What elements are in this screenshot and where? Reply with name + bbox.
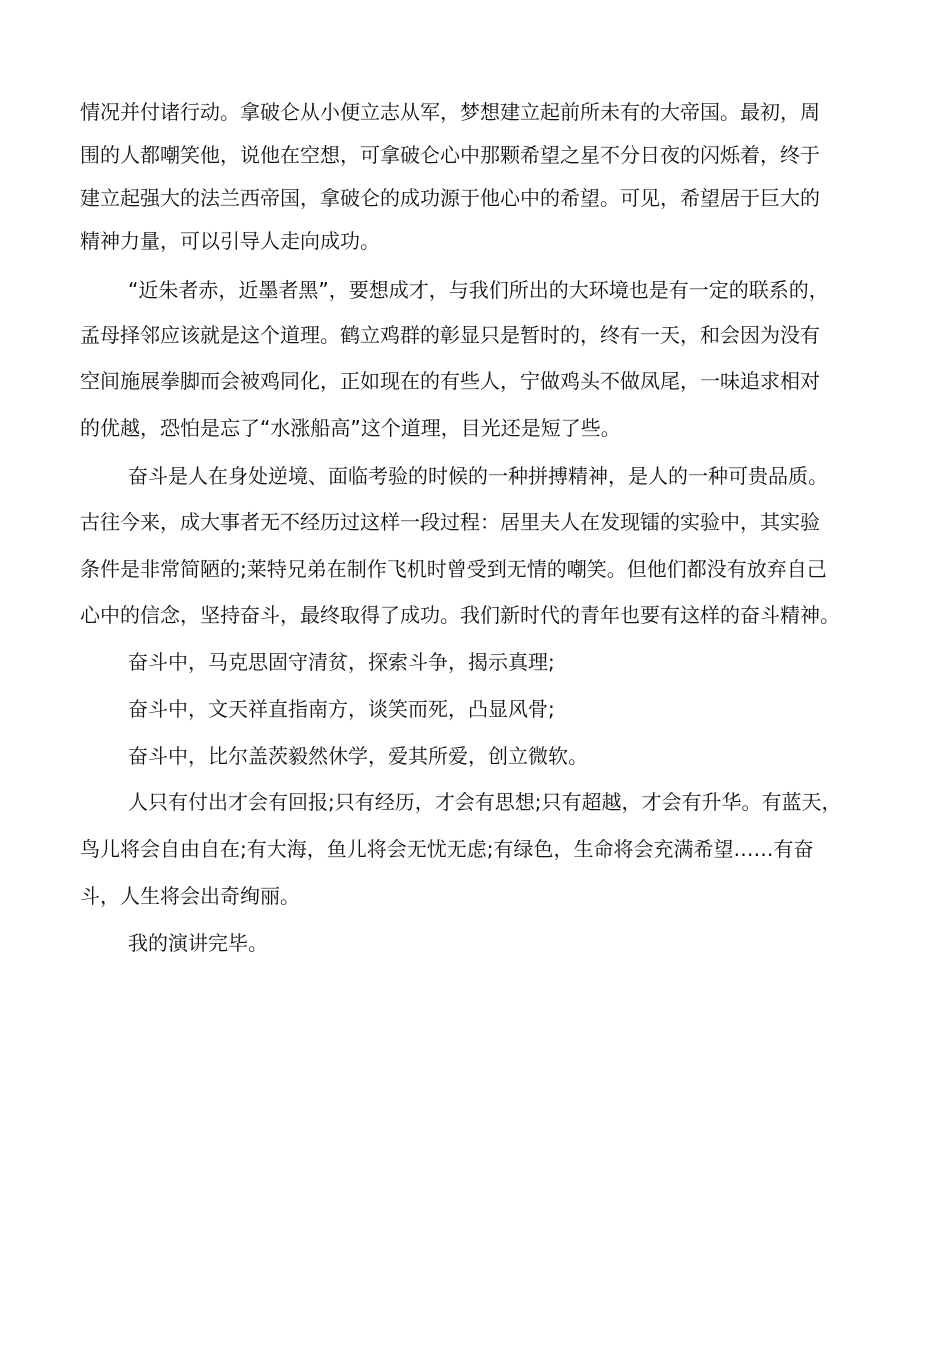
text-line: 孟母择邻应该就是这个道理。鹤立鸡群的彰显只是暂时的，终有一天，和会因为没有 xyxy=(80,323,820,347)
text-line: 奋斗中，比尔盖茨毅然休学，爱其所爱，创立微软。 xyxy=(128,744,588,768)
text-line: 精神力量，可以引导人走向成功。 xyxy=(80,229,380,253)
text-line: 奋斗中，马克思固守清贫，探索斗争，揭示真理; xyxy=(128,650,555,674)
text-line: 斗，人生将会出奇绚丽。 xyxy=(80,884,300,908)
text-line: “近朱者赤，近墨者黑”，要想成才，与我们所出的大环境也是有一定的联系的， xyxy=(128,278,829,302)
text-line: 古往今来，成大事者无不经历过这样一段过程：居里夫人在发现镭的实验中，其实验 xyxy=(80,510,820,534)
text-line: 围的人都嘲笑他，说他在空想，可拿破仑心中那颗希望之星不分日夜的闪烁着，终于 xyxy=(80,143,820,167)
text-line: 奋斗是人在身处逆境、面临考验的时候的一种拼搏精神，是人的一种可贵品质。 xyxy=(128,464,828,488)
text-line: 建立起强大的法兰西帝国，拿破仑的成功源于他心中的希望。可见，希望居于巨大的 xyxy=(80,186,820,210)
text-line: 奋斗中，文天祥直指南方，谈笑而死，凸显风骨; xyxy=(128,697,555,721)
text-line: 鸟儿将会自由自在;有大海，鱼儿将会无忧无虑;有绿色，生命将会充满希望……有奋 xyxy=(80,837,814,861)
text-line: 人只有付出才会有回报;只有经历，才会有思想;只有超越，才会有升华。有蓝天， xyxy=(128,790,842,814)
text-line: 情况并付诸行动。拿破仑从小便立志从军，梦想建立起前所未有的大帝国。最初，周 xyxy=(80,100,820,124)
text-line: 条件是非常简陋的;莱特兄弟在制作飞机时曾受到无情的嘲笑。但他们都没有放弃自己 xyxy=(80,557,827,581)
text-line: 空间施展拳脚而会被鸡同化，正如现在的有些人，宁做鸡头不做凤尾，一味追求相对 xyxy=(80,369,820,393)
text-line: 心中的信念，坚持奋斗，最终取得了成功。我们新时代的青年也要有这样的奋斗精神。 xyxy=(80,603,840,627)
text-line: 我的演讲完毕。 xyxy=(128,931,268,955)
text-line: 的优越，恐怕是忘了“水涨船高”这个道理，目光还是短了些。 xyxy=(80,416,621,440)
